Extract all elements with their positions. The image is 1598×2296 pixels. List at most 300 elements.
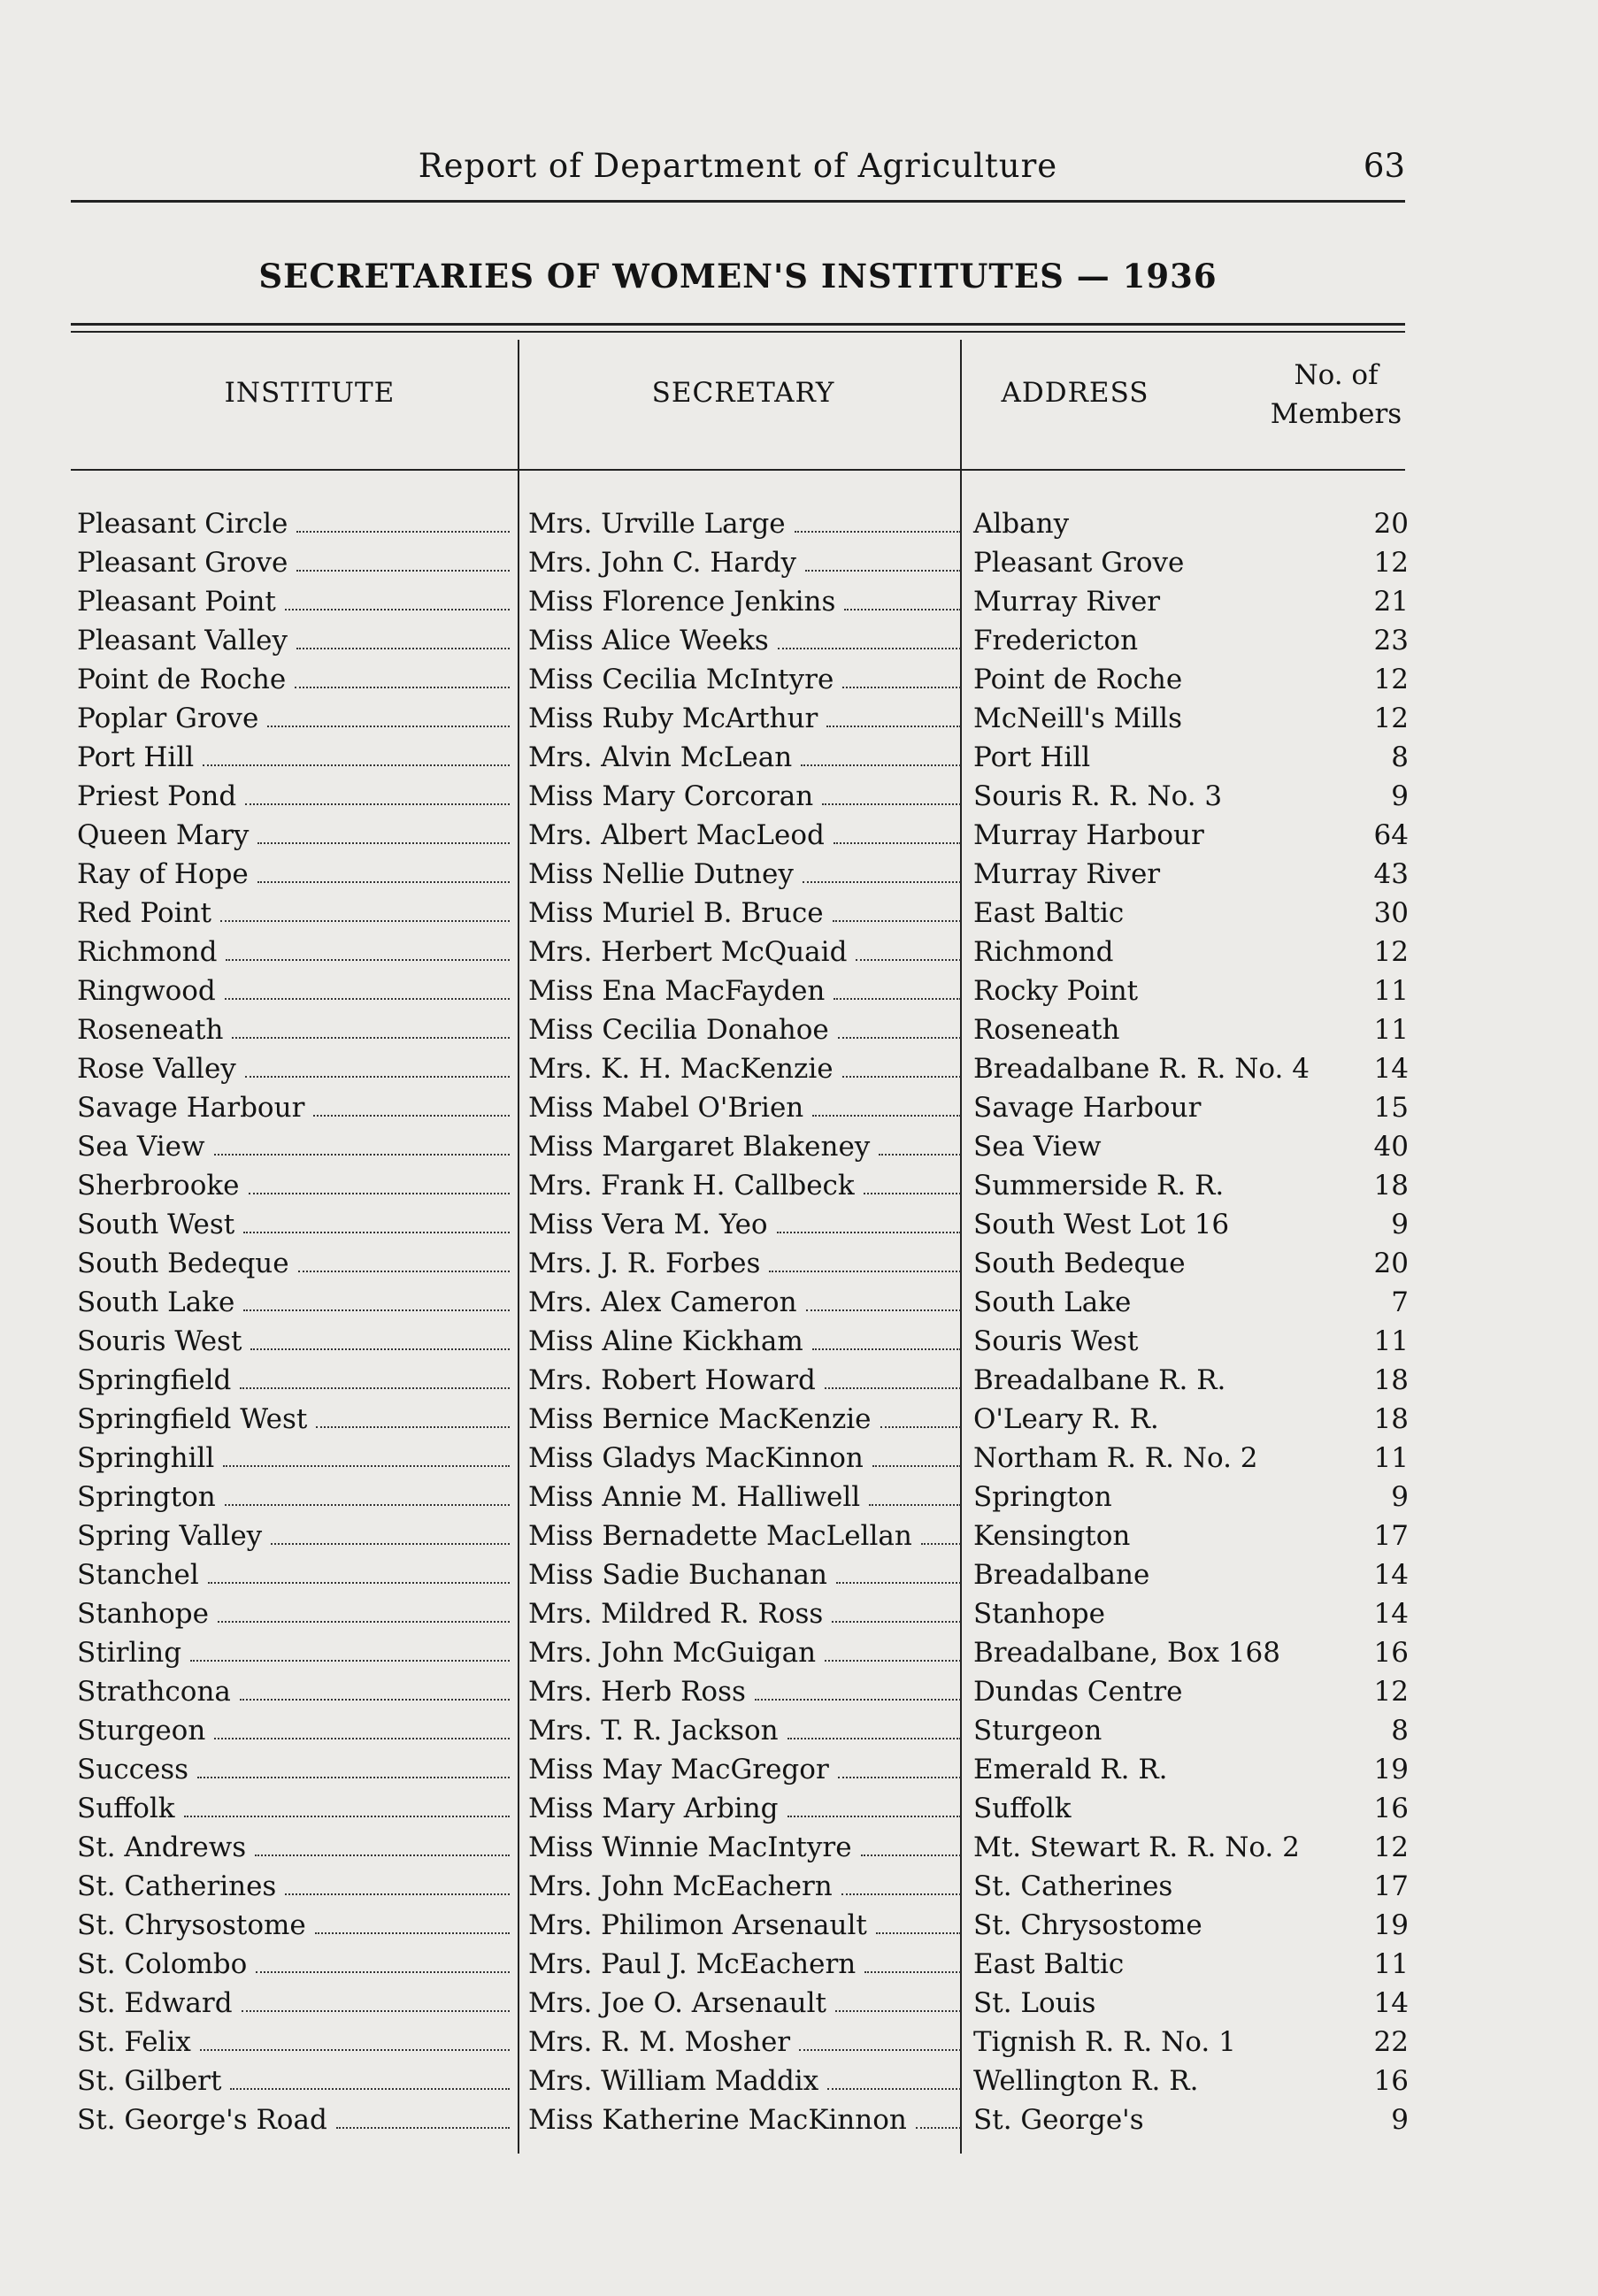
secretary-cell [528, 738, 966, 777]
institute-name: Port Hill [77, 741, 195, 773]
page-number: 63 [1363, 147, 1405, 185]
members-cell: 14 [1373, 1559, 1409, 1591]
institute-name: Ray of Hope [77, 858, 249, 890]
institute-name: Springfield West [77, 1403, 308, 1435]
members-cell: 11 [1373, 1442, 1409, 1474]
table-row [0, 1517, 1598, 1555]
institute-name: Springfield [77, 1364, 232, 1396]
address-cell: Dundas Centre [973, 1676, 1183, 1708]
dot-leader [805, 543, 961, 572]
members-cell: 20 [1373, 1248, 1409, 1279]
secretary-cell [528, 2023, 966, 2062]
table-row [0, 855, 1598, 894]
members-cell: 8 [1391, 741, 1409, 773]
table-row [0, 543, 1598, 582]
institute-name: St. Colombo [77, 1948, 248, 1980]
dot-leader [872, 1439, 961, 1467]
dot-leader [313, 1088, 510, 1117]
institute-name: Red Point [77, 897, 211, 929]
address-cell: Richmond [973, 936, 1114, 968]
institute-name: Springhill [77, 1442, 215, 1474]
secretary-name: Mrs. Alex Cameron [528, 1286, 797, 1318]
dot-leader [876, 1906, 961, 1934]
dot-leader [806, 1283, 961, 1311]
institute-cell [77, 1166, 515, 1205]
secretary-cell [528, 1400, 966, 1439]
institute-cell [77, 738, 515, 777]
table-row [0, 777, 1598, 816]
members-cell: 18 [1373, 1403, 1409, 1435]
dot-leader [226, 933, 510, 961]
members-cell: 8 [1391, 1715, 1409, 1747]
dot-leader [921, 1517, 961, 1545]
secretary-name: Mrs. John McGuigan [528, 1637, 817, 1669]
dot-leader [799, 2023, 961, 2051]
dot-leader [240, 1361, 510, 1389]
institute-cell [77, 1127, 515, 1166]
secretary-cell [528, 1906, 966, 1945]
dot-leader [825, 1361, 961, 1389]
institute-cell [77, 1906, 515, 1945]
dot-leader [245, 1049, 510, 1078]
dot-leader [298, 1244, 510, 1272]
address-cell: East Baltic [973, 1948, 1125, 1980]
secretary-cell [528, 777, 966, 816]
institute-name: Pleasant Valley [77, 625, 288, 657]
members-cell: 7 [1391, 1286, 1409, 1318]
secretary-name: Mrs. John McEachern [528, 1870, 833, 1902]
institute-cell [77, 660, 515, 699]
members-cell: 9 [1391, 2104, 1409, 2136]
table-row [0, 971, 1598, 1010]
address-cell: Pleasant Grove [973, 547, 1185, 579]
secretary-cell [528, 1984, 966, 2023]
table-row [0, 1010, 1598, 1049]
dot-leader [240, 1672, 510, 1701]
institute-name: Ringwood [77, 975, 216, 1007]
table-row [0, 1088, 1598, 1127]
secretary-cell [528, 1088, 966, 1127]
members-cell: 16 [1373, 2065, 1409, 2097]
institute-cell [77, 1361, 515, 1400]
members-cell: 17 [1373, 1520, 1409, 1552]
secretary-name: Miss Bernice MacKenzie [528, 1403, 872, 1435]
members-cell: 11 [1373, 1014, 1409, 1046]
address-cell: Mt. Stewart R. R. No. 2 [973, 1831, 1300, 1863]
address-cell: Savage Harbour [973, 1092, 1202, 1124]
address-cell: Port Hill [973, 741, 1091, 773]
table-top-rule [71, 323, 1405, 326]
dot-leader [214, 1127, 510, 1156]
secretary-name: Miss Mabel O'Brien [528, 1092, 804, 1124]
institute-cell [77, 2023, 515, 2062]
institute-name: St. Catherines [77, 1870, 277, 1902]
secretary-cell [528, 1205, 966, 1244]
secretary-name: Miss Cecilia McIntyre [528, 664, 834, 695]
members-cell: 23 [1373, 625, 1409, 657]
institute-name: Strathcona [77, 1676, 231, 1708]
institute-name: Stanhope [77, 1598, 209, 1630]
address-cell: South Bedeque [973, 1248, 1186, 1279]
institute-name: Sturgeon [77, 1715, 206, 1747]
secretary-name: Miss Ena MacFayden [528, 975, 826, 1007]
dot-leader [285, 1867, 510, 1895]
institute-cell [77, 1945, 515, 1984]
secretary-name: Mrs. John C. Hardy [528, 547, 797, 579]
running-header [71, 147, 1405, 191]
table-row [0, 1478, 1598, 1517]
secretary-cell [528, 1711, 966, 1750]
secretary-cell [528, 1166, 966, 1205]
members-cell: 18 [1373, 1170, 1409, 1202]
institute-name: St. Chrysostome [77, 1909, 306, 1941]
institute-cell [77, 2100, 515, 2139]
secretary-name: Mrs. Robert Howard [528, 1364, 816, 1396]
institute-name: Point de Roche [77, 664, 287, 695]
dot-leader [787, 1711, 961, 1739]
institute-cell [77, 1439, 515, 1478]
table-row [0, 1867, 1598, 1906]
secretary-name: Miss Alice Weeks [528, 625, 769, 657]
table-row [0, 2062, 1598, 2100]
secretary-cell [528, 1867, 966, 1906]
secretary-name: Miss Muriel B. Bruce [528, 897, 824, 929]
secretary-cell [528, 1633, 966, 1672]
members-cell: 14 [1373, 1598, 1409, 1630]
page-heading: SECRETARIES OF WOMEN'S INSTITUTES — 1936 [258, 257, 1218, 296]
secretary-cell [528, 699, 966, 738]
address-cell: South Lake [973, 1286, 1132, 1318]
dot-leader [200, 2023, 510, 2051]
column-header-institute: INSTITUTE [224, 377, 396, 409]
header-bottom-rule [71, 469, 1405, 471]
secretary-cell [528, 894, 966, 933]
table-row [0, 699, 1598, 738]
table-row [0, 1283, 1598, 1322]
dot-leader [787, 1789, 961, 1817]
institute-cell [77, 777, 515, 816]
institute-cell [77, 816, 515, 855]
table-row [0, 816, 1598, 855]
members-cell: 12 [1373, 1831, 1409, 1863]
secretary-name: Miss Annie M. Halliwell [528, 1481, 861, 1513]
secretary-name: Miss Margaret Blakeney [528, 1131, 871, 1163]
dot-leader [255, 1828, 510, 1856]
institute-cell [77, 1517, 515, 1555]
dot-leader [225, 1478, 510, 1506]
address-cell: Point de Roche [973, 664, 1183, 695]
dot-leader [242, 1984, 510, 2012]
institute-name: Success [77, 1754, 189, 1785]
members-cell: 64 [1373, 819, 1409, 851]
dot-leader [208, 1555, 510, 1584]
members-cell: 22 [1373, 2026, 1409, 2058]
address-cell: Albany [973, 508, 1070, 540]
secretary-cell [528, 1361, 966, 1400]
secretary-name: Mrs. K. H. MacKenzie [528, 1053, 834, 1085]
secretary-cell [528, 1594, 966, 1633]
table-row [0, 582, 1598, 621]
institute-name: Suffolk [77, 1793, 175, 1824]
dot-leader [336, 2100, 510, 2129]
dot-leader [220, 894, 510, 922]
table-row [0, 933, 1598, 971]
secretary-name: Mrs. Philimon Arsenault [528, 1909, 867, 1941]
members-cell: 14 [1373, 1987, 1409, 2019]
secretary-name: Miss Sadie Buchanan [528, 1559, 827, 1591]
secretary-cell [528, 1478, 966, 1517]
address-cell: Northam R. R. No. 2 [973, 1442, 1258, 1474]
dot-leader [864, 1166, 961, 1194]
dot-leader [214, 1711, 510, 1739]
dot-leader [250, 1322, 510, 1350]
dot-leader [827, 2062, 961, 2090]
dot-leader [245, 777, 510, 805]
institute-cell [77, 1400, 515, 1439]
institute-cell [77, 1088, 515, 1127]
dot-leader [842, 1049, 961, 1078]
institute-name: Stanchel [77, 1559, 199, 1591]
address-cell: Suffolk [973, 1793, 1072, 1824]
dot-leader [296, 543, 510, 572]
institute-cell [77, 1789, 515, 1828]
dot-leader [257, 855, 510, 883]
address-cell: Springton [973, 1481, 1112, 1513]
secretary-cell [528, 1127, 966, 1166]
institute-cell [77, 1594, 515, 1633]
dot-leader [225, 971, 510, 1000]
table-row [0, 1750, 1598, 1789]
column-header-address: ADDRESS [1001, 377, 1149, 409]
institute-cell [77, 1555, 515, 1594]
secretary-cell [528, 1283, 966, 1322]
institute-cell [77, 1478, 515, 1517]
secretary-name: Miss Mary Arbing [528, 1793, 779, 1824]
secretary-name: Miss Nellie Dutney [528, 858, 794, 890]
secretary-cell [528, 971, 966, 1010]
secretary-cell [528, 1828, 966, 1867]
dot-leader [218, 1594, 510, 1623]
institute-cell [77, 894, 515, 933]
members-cell: 19 [1373, 1909, 1409, 1941]
members-cell: 18 [1373, 1364, 1409, 1396]
address-cell: McNeill's Mills [973, 703, 1182, 734]
secretary-name: Miss Vera M. Yeo [528, 1209, 768, 1240]
dot-leader [861, 1828, 961, 1856]
secretary-cell [528, 543, 966, 582]
table-row [0, 1672, 1598, 1711]
address-cell: Souris West [973, 1325, 1139, 1357]
secretary-name: Miss Florence Jenkins [528, 586, 836, 618]
institute-name: South Lake [77, 1286, 235, 1318]
dot-leader [243, 1205, 510, 1233]
secretary-name: Miss Cecilia Donahoe [528, 1014, 829, 1046]
secretary-cell [528, 933, 966, 971]
dot-leader [842, 660, 961, 688]
table-row [0, 1049, 1598, 1088]
address-cell: Breadalbane [973, 1559, 1150, 1591]
address-cell: St. Chrysostome [973, 1909, 1202, 1941]
members-cell: 9 [1391, 780, 1409, 812]
institute-cell [77, 933, 515, 971]
dot-leader [257, 816, 510, 844]
address-cell: Summerside R. R. [973, 1170, 1225, 1202]
dot-leader [267, 699, 510, 727]
dot-leader [249, 1166, 511, 1194]
institute-cell [77, 504, 515, 543]
address-cell: St. Louis [973, 1987, 1096, 2019]
members-cell: 9 [1391, 1209, 1409, 1240]
secretary-name: Mrs. Frank H. Callbeck [528, 1170, 855, 1202]
table-row [0, 1127, 1598, 1166]
secretary-name: Mrs. Paul J. McEachern [528, 1948, 857, 1980]
dot-leader [223, 1439, 510, 1467]
institute-name: Pleasant Circle [77, 508, 288, 540]
institute-name: Poplar Grove [77, 703, 259, 734]
members-cell: 20 [1373, 508, 1409, 540]
members-cell: 12 [1373, 664, 1409, 695]
dot-leader [822, 777, 961, 805]
institute-name: St. George's Road [77, 2104, 327, 2136]
table-row [0, 1205, 1598, 1244]
secretary-name: Mrs. Mildred R. Ross [528, 1598, 824, 1630]
institute-cell [77, 1984, 515, 2023]
dot-leader [838, 1750, 961, 1778]
institute-cell [77, 1049, 515, 1088]
secretary-cell [528, 1672, 966, 1711]
secretary-name: Mrs. J. R. Forbes [528, 1248, 761, 1279]
address-cell: Breadalbane, Box 168 [973, 1637, 1280, 1669]
address-cell: Murray Harbour [973, 819, 1204, 851]
secretary-cell [528, 1244, 966, 1283]
dot-leader [777, 1205, 961, 1233]
dot-leader [825, 1633, 961, 1662]
institute-name: St. Edward [77, 1987, 233, 2019]
dot-leader [271, 1517, 510, 1545]
dot-leader [778, 621, 961, 649]
table-row [0, 1439, 1598, 1478]
address-cell: Souris R. R. No. 3 [973, 780, 1223, 812]
secretary-name: Miss Katherine MacKinnon [528, 2104, 907, 2136]
institute-name: Pleasant Grove [77, 547, 288, 579]
dot-leader [838, 1010, 961, 1039]
dot-leader [844, 582, 961, 610]
dot-leader [285, 582, 510, 610]
address-cell: Sturgeon [973, 1715, 1102, 1747]
dot-leader [834, 971, 961, 1000]
dot-leader [869, 1478, 961, 1506]
institute-cell [77, 543, 515, 582]
address-cell: O'Leary R. R. [973, 1403, 1159, 1435]
table-row [0, 1984, 1598, 2023]
address-cell: Roseneath [973, 1014, 1120, 1046]
members-header-line1: No. of [1294, 359, 1379, 391]
address-cell: Breadalbane R. R. [973, 1364, 1226, 1396]
secretary-cell [528, 1789, 966, 1828]
institute-cell [77, 1633, 515, 1672]
institute-name: Queen Mary [77, 819, 250, 851]
institute-name: South Bedeque [77, 1248, 289, 1279]
institute-name: Souris West [77, 1325, 242, 1357]
table-row [0, 1244, 1598, 1283]
dot-leader [230, 2062, 510, 2090]
members-cell: 12 [1373, 1676, 1409, 1708]
dot-leader [315, 1906, 510, 1934]
table-row [0, 1633, 1598, 1672]
table-row [0, 1906, 1598, 1945]
dot-leader [832, 1594, 961, 1623]
institute-name: Pleasant Point [77, 586, 276, 618]
members-cell: 21 [1373, 586, 1409, 618]
address-cell: Murray River [973, 858, 1161, 890]
dot-leader [833, 894, 961, 922]
members-cell: 40 [1373, 1131, 1409, 1163]
dot-leader [841, 1867, 961, 1895]
institute-cell [77, 1322, 515, 1361]
address-cell: Breadalbane R. R. No. 4 [973, 1053, 1310, 1085]
column-header-secretary: SECRETARY [651, 377, 835, 409]
institute-cell [77, 1750, 515, 1789]
secretary-cell [528, 1945, 966, 1984]
address-cell: Wellington R. R. [973, 2065, 1199, 2097]
table-row [0, 1361, 1598, 1400]
dot-leader [880, 1400, 961, 1428]
institute-cell [77, 1010, 515, 1049]
members-cell: 17 [1373, 1870, 1409, 1902]
institute-cell [77, 699, 515, 738]
institute-cell [77, 1283, 515, 1322]
members-header-line2: Members [1270, 398, 1402, 430]
secretary-name: Miss May MacGregor [528, 1754, 829, 1785]
institute-name: Springton [77, 1481, 216, 1513]
dot-leader [836, 1555, 961, 1584]
institute-name: Sea View [77, 1131, 205, 1163]
secretary-name: Mrs. Joe O. Arsenault [528, 1987, 827, 2019]
running-title: Report of Department of Agriculture [418, 147, 1058, 185]
dot-leader [232, 1010, 510, 1039]
table-row [0, 1400, 1598, 1439]
institute-name: Stirling [77, 1637, 182, 1669]
address-cell: Stanhope [973, 1598, 1105, 1630]
secretary-name: Miss Aline Kickham [528, 1325, 803, 1357]
institute-cell [77, 1672, 515, 1711]
dot-leader [316, 1400, 510, 1428]
institute-name: St. Felix [77, 2026, 191, 2058]
members-cell: 9 [1391, 1481, 1409, 1513]
secretary-cell [528, 2062, 966, 2100]
members-cell: 11 [1373, 1325, 1409, 1357]
table-top-rule-2 [71, 331, 1405, 333]
table-row [0, 660, 1598, 699]
table-row [0, 2100, 1598, 2139]
secretary-cell [528, 2100, 966, 2139]
secretary-name: Miss Gladys MacKinnon [528, 1442, 864, 1474]
secretary-name: Mrs. William Maddix [528, 2065, 819, 2097]
institute-cell [77, 582, 515, 621]
table-row [0, 1945, 1598, 1984]
institute-name: Priest Pond [77, 780, 237, 812]
header-rule [71, 200, 1405, 203]
address-cell: South West Lot 16 [973, 1209, 1230, 1240]
secretary-name: Mrs. Herbert McQuaid [528, 936, 848, 968]
table-row [0, 1166, 1598, 1205]
dot-leader [203, 738, 510, 766]
secretary-cell [528, 1517, 966, 1555]
table-row [0, 1828, 1598, 1867]
dot-leader [243, 1283, 510, 1311]
address-cell: Murray River [973, 586, 1161, 618]
secretary-name: Mrs. Alvin McLean [528, 741, 793, 773]
